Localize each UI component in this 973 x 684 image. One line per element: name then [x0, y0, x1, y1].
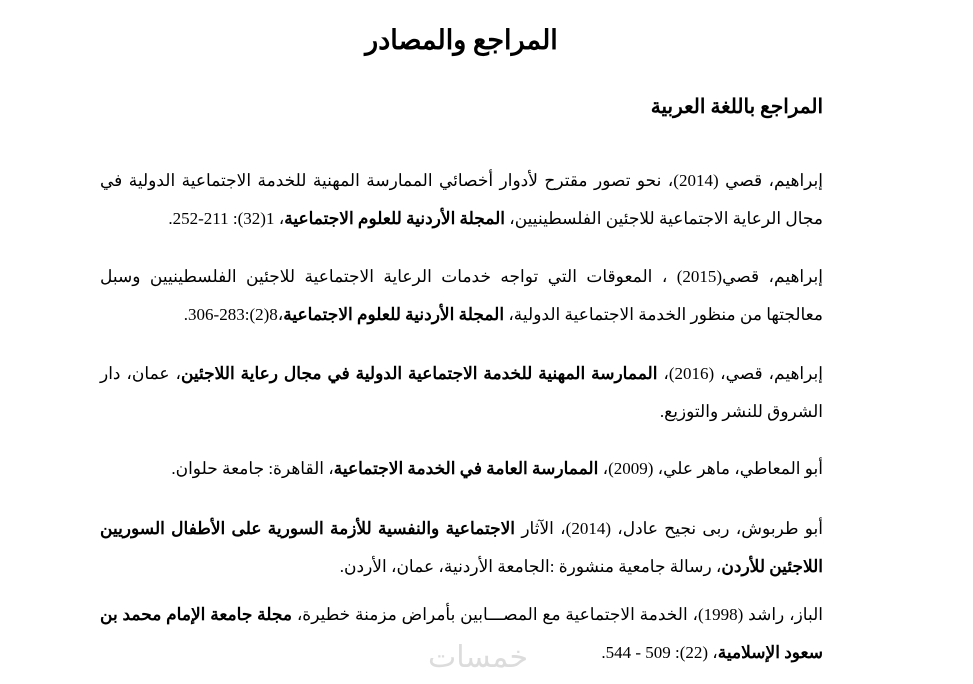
- reference-text: أبو المعاطي، ماهر علي، (2009)،: [598, 459, 823, 478]
- reference-text: الباز، راشد (1998)، الخدمة الاجتماعية مع المصـــابين بأمراض مزمنة خطيرة،: [291, 605, 823, 624]
- reference-details: ، عمان، دار الشروق للنشر والتوزيع.: [100, 364, 823, 421]
- watermark-logo: خمسات: [428, 640, 529, 675]
- reference-details: ، (22): 509 - 544.: [601, 643, 718, 662]
- reference-text: إبراهيم، قصي (2014)، نحو تصور مقترح لأدوار أخصائي الممارسة المهنية للخدمة الاجتماعية الدولية في مجال الرعاية الاجتماعية للاجئين الفلسطينيين،: [100, 171, 823, 228]
- reference-text: إبراهيم، قصي، (2016)،: [657, 364, 823, 383]
- page-title: المراجع والمصادر: [365, 25, 558, 55]
- reference-source: الاجتماعية والنفسية للأزمة السورية على الأطفال السوريين اللاجئين للأردن: [100, 519, 823, 576]
- reference-details: ،8(2):283-306.: [183, 305, 284, 324]
- reference-source: الممارسة العامة في الخدمة الاجتماعية: [333, 459, 599, 478]
- reference-details: ، 1(32): 211-252.: [168, 209, 285, 228]
- reference-entry: [100, 162, 823, 238]
- reference-source: مجلة جامعة الإمام محمد بن سعود الإسلامية: [100, 605, 823, 662]
- reference-text: أبو طربوش، ربى نجيح عادل، (2014)، الآثار: [515, 519, 824, 538]
- reference-entry: [100, 450, 823, 488]
- reference-entry: [100, 355, 823, 431]
- reference-details: ، القاهرة: جامعة حلوان.: [171, 459, 334, 478]
- reference-text: إبراهيم، قصي(2015) ، المعوقات التي تواجه خدمات الرعاية الاجتماعية للاجئين الفلسطينيين وسبل معالجتها من منظور الخدمة الاجتماعية الدولية،: [100, 267, 823, 324]
- section-heading: المراجع باللغة العربية: [650, 96, 823, 118]
- reference-entry: [100, 258, 823, 334]
- reference-source: المجلة الأردنية للعلوم الاجتماعية: [284, 209, 505, 228]
- reference-source: المجلة الأردنية للعلوم الاجتماعية: [283, 305, 505, 324]
- reference-source: الممارسة المهنية للخدمة الاجتماعية الدولية في مجال رعاية اللاجئين: [180, 364, 658, 383]
- reference-entry: [100, 510, 823, 586]
- reference-details: ، رسالة جامعية منشورة :الجامعة الأردنية، عمان، الأردن.: [339, 557, 722, 576]
